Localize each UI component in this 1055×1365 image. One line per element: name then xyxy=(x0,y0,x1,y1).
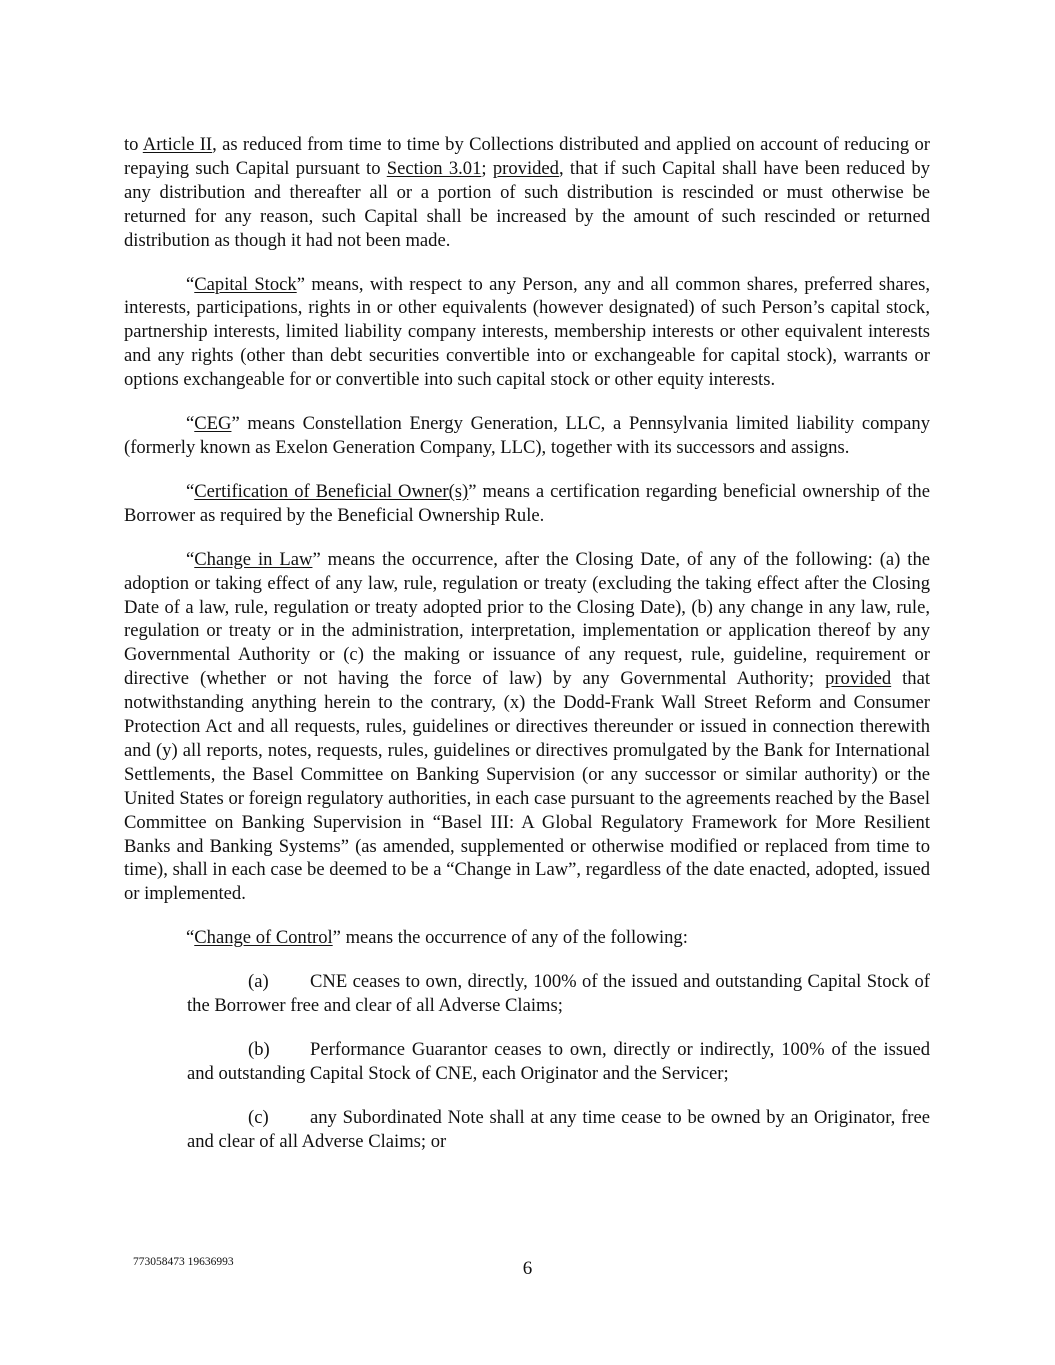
text-segment: to xyxy=(124,134,143,155)
defined-term: provided xyxy=(825,668,892,690)
text-segment: “ xyxy=(186,548,195,570)
document-id: 773058473 19636993 xyxy=(133,1256,234,1268)
item-label: (c) xyxy=(248,1106,269,1128)
text-segment: CNE ceases to own, directly, 100% of the issued and outstanding Capital Stock of the Borrower free and clear of all Adverse Claims; xyxy=(187,971,930,1017)
text-segment: ” means, with respect to any Person, any and all common shares, preferred shares, interests, participations, rights in or other equivalents (however designated) of such Person’s capital stock, partnership interests, limited liability company interests, membership interests or other equivalent interests and any rights (other than debt securities convertible into or exchangeable for capital stock), warrants or options exchangeable for or convertible into such capital stock or other equity interests. xyxy=(124,273,930,391)
paragraph xyxy=(124,133,930,253)
defined-term: Section 3.01 xyxy=(386,157,482,179)
defined-term: Certification of Beneficial Owner(s) xyxy=(194,480,469,502)
definition-paragraph xyxy=(124,926,930,950)
text-segment: “ xyxy=(186,273,195,295)
text-segment: any Subordinated Note shall at any time cease to be owned by an Originator, free and clear of all Adverse Claims; or xyxy=(187,1106,930,1152)
list-item xyxy=(187,1106,930,1154)
definition-paragraph xyxy=(124,480,930,528)
document-body xyxy=(124,133,930,1174)
definition-paragraph xyxy=(124,273,930,393)
text-segment: , that if such Capital shall have been reduced by any distribution and thereafter all or a portion of such distribution is rescinded or must otherwise be returned for any reason, such Capital shall be increased by the amount of such rescinded or returned distribution as though it had not been made. xyxy=(124,157,930,251)
text-segment: ” means the occurrence, after the Closing Date, of any of the following: (a) the adoption or taking effect of any law, rule, regulation or treaty (excluding the taking effect after the Closing Date of a law, rule, regulation or treaty adopted prior to the Closing Date), (b) any change in any law, rule, regulation or treaty or in the administration, interpretation, implementation or application thereof by any Governmental Authority or (c) the making or issuance of any request, rule, guideline, requirement or directive (whether or not having the force of law) by any Governmental Authority; xyxy=(124,548,930,690)
defined-term: Change in Law xyxy=(194,548,313,570)
item-label: (a) xyxy=(248,971,269,993)
text-segment: “ xyxy=(186,413,195,435)
definition-paragraph xyxy=(124,548,930,907)
defined-term: provided xyxy=(492,157,559,179)
text-segment: Performance Guarantor ceases to own, directly or indirectly, 100% of the issued and outstanding Capital Stock of CNE, each Originator and the Servicer; xyxy=(187,1039,930,1084)
defined-term: Capital Stock xyxy=(194,273,297,295)
defined-term: CEG xyxy=(194,413,232,435)
text-segment: ; xyxy=(481,157,493,179)
text-segment: , as reduced from time to time by Collections distributed and applied on account of reducing or repaying such Capital pursuant to xyxy=(124,134,931,179)
page-number: 6 xyxy=(522,1258,533,1279)
text-segment: “ xyxy=(186,927,195,949)
item-label: (b) xyxy=(248,1039,270,1060)
list-item xyxy=(187,970,930,1018)
text-segment: ” means a certification regarding beneficial ownership of the Borrower as required by the Beneficial Ownership Rule. xyxy=(124,480,930,526)
text-segment: ” means Constellation Energy Generation, LLC, a Pennsylvania limited liability company (formerly known as Exelon Generation Company, LLC), together with its successors and assigns. xyxy=(124,413,930,458)
text-segment: “ xyxy=(186,480,195,502)
definition-paragraph xyxy=(124,412,930,460)
text-segment: that notwithstanding anything herein to the contrary, (x) the Dodd-Frank Wall Street Reform and Consumer Protection Act and all requests, rules, guidelines or directives thereunder or issued in connection therewith and (y) all reports, notes, requests, rules, guidelines or directives promulgated by the Bank for International Settlements, the Basel Committee on Banking Supervision (or any successor or similar authority) or the United States or foreign regulatory authorities, in each case pursuant to the agreements reached by the Basel Committee on Banking Supervision in “Basel III: A Global Regulatory Framework for More Resilient Banks and Banking Systems” (as amended, supplemented or otherwise modified or replaced from time to time), shall in each case be deemed to be a “Change in Law”, regardless of the date enacted, adopted, issued or implemented. xyxy=(124,668,931,905)
defined-term: Article II xyxy=(142,134,213,155)
list-item xyxy=(187,1038,930,1086)
defined-term: Change of Control xyxy=(194,927,333,949)
text-segment: ” means the occurrence of any of the following: xyxy=(332,927,688,949)
